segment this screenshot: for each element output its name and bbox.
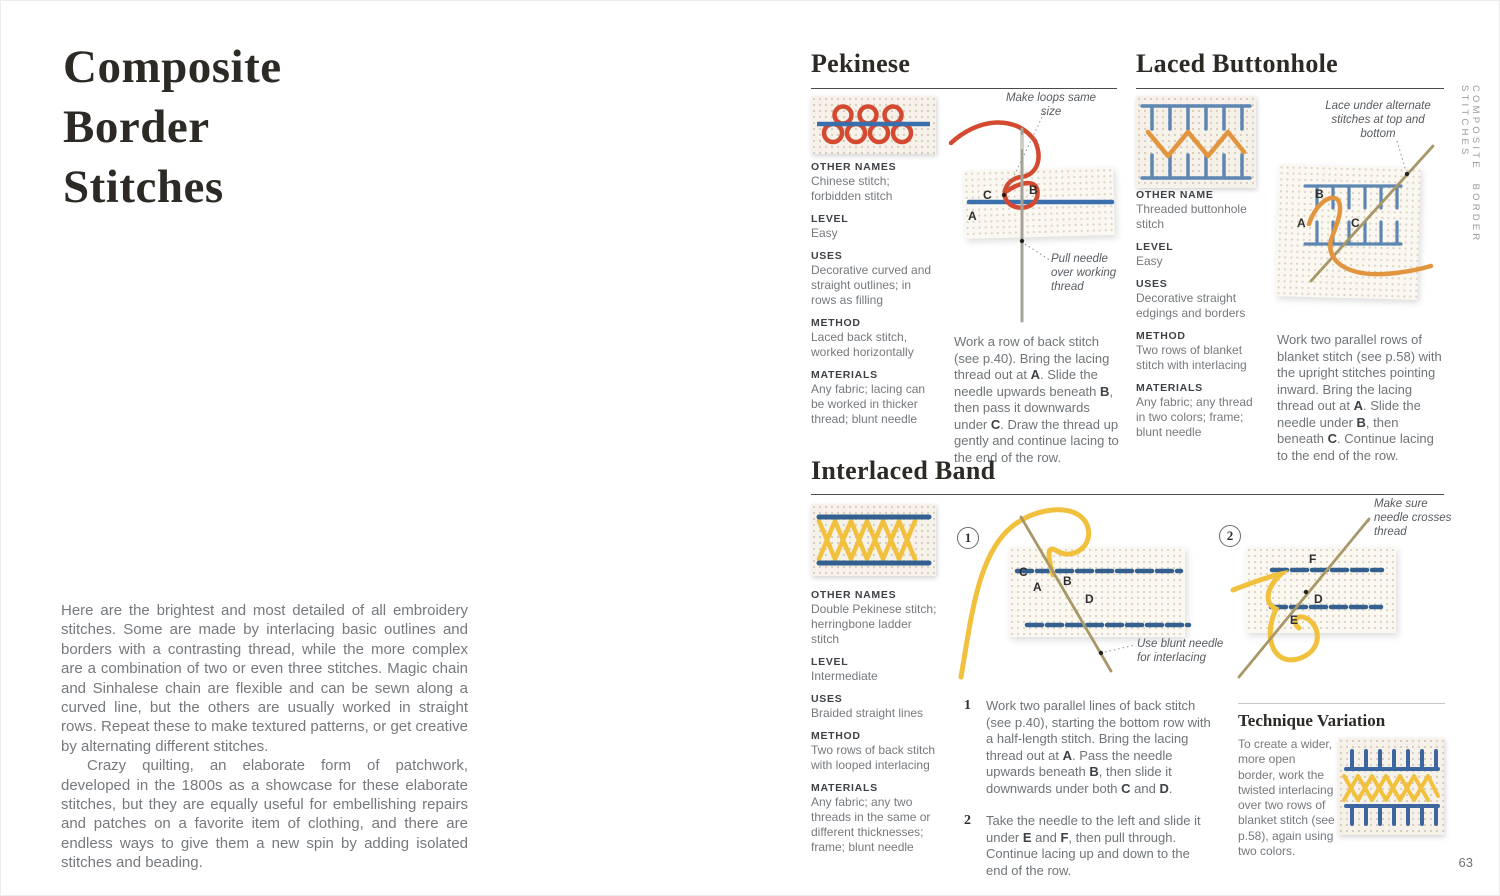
blue-back-stitch-rows — [1017, 571, 1189, 625]
annotation-make-loops: Make loops same size — [1005, 92, 1097, 118]
yellow-lacing-thread — [961, 510, 1089, 677]
meta-label: METHOD — [1136, 330, 1186, 342]
label-c: C — [983, 188, 992, 202]
annotation-blunt-needle: Use blunt needle for interlacing — [1137, 638, 1224, 664]
meta-value: Double Pekinese stitch; herringbone ladder stitch — [811, 602, 937, 646]
meta-value: Chinese stitch; forbidden stitch — [811, 174, 893, 203]
interlaced-band-steps — [964, 698, 1214, 895]
meta-label: OTHER NAME — [1136, 189, 1214, 201]
step-text: Take the needle to the left and slide it under E and F, then pull through. Continue lacing up and down to the end of the row. — [986, 813, 1201, 878]
label-d: D — [1314, 592, 1323, 606]
annotation-pull-needle: Pull needle over working thread — [1051, 253, 1117, 293]
meta-label: USES — [1136, 278, 1168, 290]
leader-dot — [1020, 239, 1024, 243]
pekinese-heading: Pekinese — [811, 49, 911, 78]
pekinese-meta — [811, 161, 935, 427]
leader-dot — [1099, 651, 1103, 655]
leader-dot — [1002, 193, 1006, 197]
step-number: 1 — [964, 698, 971, 713]
interlaced-band-swatch-photo — [811, 504, 936, 576]
meta-label: MATERIALS — [811, 782, 878, 794]
laced-buttonhole-heading: Laced Buttonhole — [1136, 49, 1338, 78]
interlaced-band-diagram-2 — [1219, 497, 1451, 709]
intro-paragraph-1: Here are the brightest and most detailed of all embroidery stitches. Some are made by interlacing basic outlines and borders with a contrasting thread, while the more complex are a combination of two or even three stitches. Magic chain and Sinhalese chain are flexible and can be sewn along a curved line, but the others are usually worked in straight rows. Repeat these to make textured patterns, or get creative by alternating different stitches. — [61, 602, 468, 755]
meta-label: OTHER NAMES — [811, 589, 897, 601]
pekinese-instruction: Work a row of back stitch (see p.40). Bring the lacing thread out at A. Slide the needle upwards beneath B, then pass it downwards under C. Draw the thread up gently and continue lacing to the end of the row. — [954, 334, 1119, 465]
meta-value: Braided straight lines — [811, 706, 924, 720]
pekinese-diagram — [949, 89, 1129, 334]
interlaced-band-meta — [811, 589, 937, 855]
meta-value: Two rows of back stitch with looped interlacing — [811, 743, 936, 772]
yellow-interlacing-thread — [819, 521, 915, 559]
title-line-3: Stitches — [63, 161, 224, 213]
meta-value: Decorative straight edgings and borders — [1136, 291, 1246, 320]
interlaced-band-heading: Interlaced Band — [811, 456, 996, 485]
meta-label: USES — [811, 693, 843, 705]
meta-value: Easy — [1136, 254, 1163, 268]
pekinese-diagram-svg — [949, 89, 1129, 334]
label-f: F — [1309, 552, 1317, 566]
technique-variation-swatch-photo — [1338, 738, 1444, 835]
leader-line — [1105, 645, 1135, 652]
label-c: C — [1019, 565, 1028, 579]
laced-buttonhole-swatch-photo — [1136, 96, 1256, 188]
interlaced-band-swatch-svg — [811, 504, 936, 576]
meta-value: Two rows of blanket stitch with interlacing — [1136, 343, 1247, 372]
meta-value: Any fabric; lacing can be worked in thicker thread; blunt needle — [811, 382, 926, 426]
annotation-needle-crosses: Make sure needle crosses thread — [1374, 498, 1452, 538]
laced-buttonhole-rule — [1136, 88, 1444, 89]
meta-label: LEVEL — [811, 656, 849, 668]
meta-value: Easy — [811, 226, 838, 240]
title-line-2: Border — [63, 101, 210, 153]
label-e: E — [1290, 613, 1299, 627]
laced-buttonhole-meta — [1136, 189, 1264, 440]
technique-variation-text: To create a wider, more open border, work the twisted interlacing over two rows of blanket stitch (see p.58), again using two colors. — [1238, 737, 1335, 859]
laced-buttonhole-diagram — [1269, 96, 1449, 331]
laced-buttonhole-swatch-svg — [1136, 96, 1256, 188]
page-number: 63 — [1458, 855, 1473, 870]
running-side-title: COMPOSITE BORDER STITCHES — [1459, 85, 1481, 244]
label-c: C — [1351, 216, 1360, 230]
annotation-lace-under: Lace under alternate stitches at top and bottom — [1325, 100, 1431, 140]
meta-label: METHOD — [811, 730, 861, 742]
technique-variation-swatch-svg — [1338, 738, 1444, 835]
meta-value: Laced back stitch, worked horizontally — [811, 330, 914, 359]
title-line-1: Composite — [63, 41, 282, 93]
step-number: 2 — [964, 813, 971, 828]
meta-label: METHOD — [811, 317, 861, 329]
interlaced-band-diagram-1 — [949, 499, 1224, 689]
technique-variation-heading: Technique Variation — [1238, 711, 1386, 730]
meta-label: OTHER NAMES — [811, 161, 897, 173]
meta-value: Decorative curved and straight outlines; in rows as filling — [811, 263, 932, 307]
label-a: A — [968, 209, 977, 223]
intro-text — [61, 601, 468, 873]
step-text: Work two parallel lines of back stitch (see p.40), starting the bottom row with a half-length stitch. Bring the lacing thread out at A. Pass the needle upwards beneath B, then slide it downwards under both C and D. — [986, 698, 1211, 796]
pekinese-swatch-svg — [811, 96, 936, 154]
label-b: B — [1315, 187, 1324, 201]
step-1 — [964, 698, 1214, 797]
label-b: B — [1063, 574, 1072, 588]
meta-value: Intermediate — [811, 669, 878, 683]
yellow-lacing-thread — [1233, 574, 1317, 660]
interlaced-band-rule — [811, 494, 1444, 495]
meta-label: LEVEL — [811, 213, 849, 225]
laced-buttonhole-instruction: Work two parallel rows of blanket stitch (see p.58) with the upright stitches pointing inward. Bring the lacing thread out at A. Slide the needle under B, then beneath C. Continue lacing to the end of the row. — [1277, 332, 1442, 463]
orange-lacing-thread — [1148, 132, 1244, 156]
meta-label: MATERIALS — [1136, 382, 1203, 394]
label-a: A — [1297, 216, 1306, 230]
meta-value: Any fabric; any thread in two colors; frame; blunt needle — [1136, 395, 1253, 439]
step-2-circle: 2 — [1219, 525, 1241, 547]
needle-icon — [1239, 519, 1369, 677]
blue-back-stitch-rows — [1271, 570, 1382, 607]
leader-dot — [1405, 172, 1409, 176]
intro-paragraph-2: Crazy quilting, an elaborate form of patchwork, developed in the 1800s as a showcase for these elaborate stitches, but they are equally useful for embellishing repairs and patches on a favorite item of clothing, and there are endless ways to give them a new spin by adding isolated stitches and beading. — [61, 757, 468, 872]
meta-label: USES — [811, 250, 843, 262]
technique-variation-rule — [1238, 703, 1445, 704]
red-lacing-thread — [951, 122, 1039, 207]
label-d: D — [1085, 592, 1094, 606]
meta-value: Any fabric; any two threads in the same or different thicknesses; frame; blunt needle — [811, 795, 931, 854]
label-a: A — [1033, 580, 1042, 594]
needle-icon — [1021, 517, 1111, 671]
meta-value: Threaded buttonhole stitch — [1136, 202, 1247, 231]
leader-line — [1025, 244, 1051, 261]
pekinese-swatch-photo — [811, 96, 936, 154]
step-2 — [964, 813, 1214, 879]
leader-line — [1397, 141, 1406, 171]
page-title — [63, 37, 282, 217]
needle-icon — [1311, 146, 1433, 281]
meta-label: MATERIALS — [811, 369, 878, 381]
leader-dot — [1304, 590, 1308, 594]
label-b: B — [1029, 183, 1038, 197]
yellow-interlacing-thread — [1344, 776, 1438, 800]
meta-label: LEVEL — [1136, 241, 1174, 253]
step-1-circle: 1 — [957, 527, 979, 549]
